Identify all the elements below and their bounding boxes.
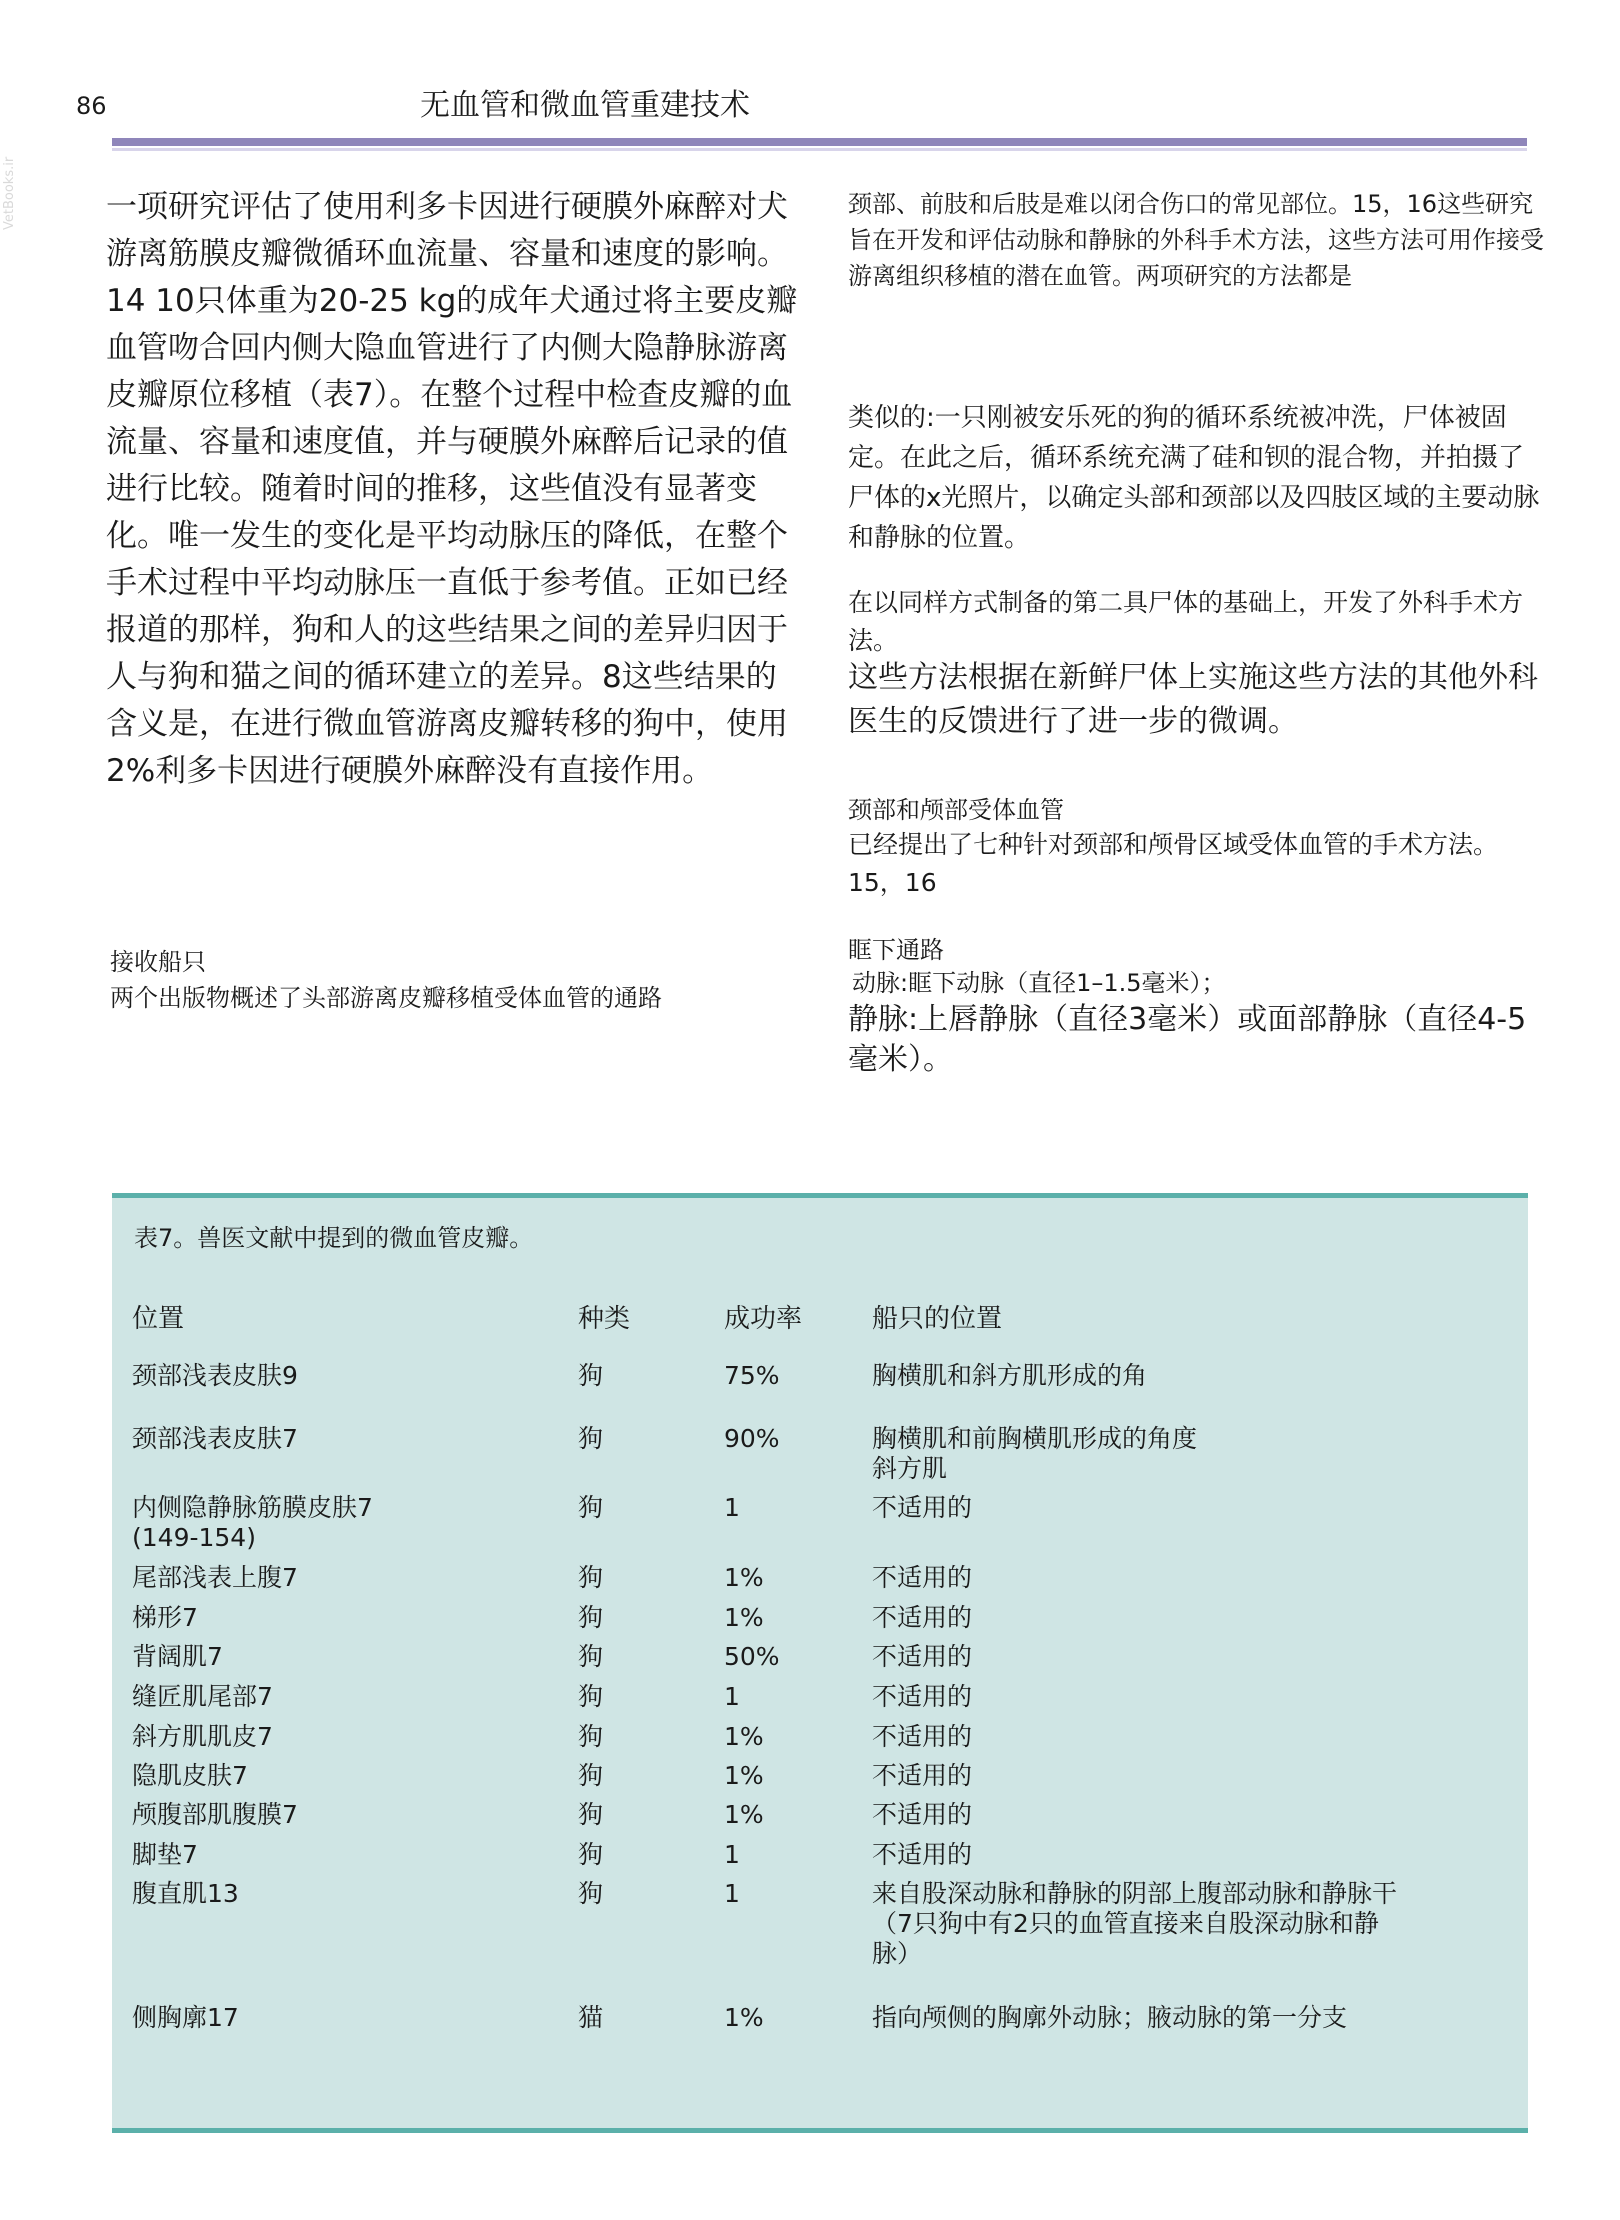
vessel-location-cell: 不适用的 (872, 1682, 973, 1711)
location-cell: 脚垫7 (132, 1840, 198, 1869)
species-cell: 狗 (578, 1603, 604, 1632)
location-cell: 缝匠肌尾部7 (132, 1682, 273, 1711)
species-cell: 猫 (578, 2003, 604, 2032)
table-header-vessel-location: 船只的位置 (872, 1304, 1003, 1334)
vessel-location-cell: 不适用的 (872, 1722, 973, 1751)
location-cell: 背阔肌7 (132, 1642, 223, 1671)
watermark: VetBooks.ir (2, 156, 17, 230)
vessel-location-cell: 不适用的 (872, 1840, 973, 1869)
section-heading-infraorbital: 眶下通路 (848, 936, 944, 964)
success-rate-cell: 75% (724, 1361, 780, 1390)
location-cell: 隐肌皮肤7 (132, 1761, 248, 1790)
table-caption: 表7。兽医文献中提到的微血管皮瓣。 (134, 1224, 534, 1252)
right-paragraph-5: 已经提出了七种针对颈部和颅骨区域受体血管的手术方法。15，16 (848, 830, 1499, 897)
vessel-location-cell: 不适用的 (872, 1493, 973, 1522)
species-cell: 狗 (578, 1493, 604, 1522)
location-cell: 腹直肌13 (132, 1879, 239, 1908)
left-receiving-vessels-section (110, 944, 810, 1016)
species-cell: 狗 (578, 1879, 604, 1908)
vessel-location-cell: 胸横肌和前胸横肌形成的角度 斜方肌 (872, 1424, 1198, 1483)
success-rate-cell: 1 (724, 1879, 740, 1908)
right-paragraph-2: 类似的:一只刚被安乐死的狗的循环系统被冲洗，尸体被固定。在此之后，循环系统充满了硅和钡的混合物，并拍摄了尸体的x光照片，以确定头部和颈部以及四肢区域的主要动脉和静脉的位置。 (848, 403, 1540, 553)
left-body-paragraph (106, 184, 806, 795)
location-cell: 侧胸廓17 (132, 2003, 239, 2032)
success-rate-cell: 50% (724, 1642, 780, 1671)
page-number: 86 (76, 92, 107, 120)
success-rate-cell: 1% (724, 2003, 764, 2032)
right-paragraph-1: 颈部、前肢和后肢是难以闭合伤口的常见部位。15，16这些研究旨在开发和评估动脉和静脉的外科手术方法，这些方法可用作接受游离组织移植的潜在血管。两项研究的方法都是 (848, 190, 1544, 290)
species-cell: 狗 (578, 1563, 604, 1592)
success-rate-cell: 90% (724, 1424, 780, 1453)
vein-line: 静脉:上唇静脉（直径3毫米）或面部静脉（直径4-5毫米）。 (848, 1002, 1527, 1077)
artery-line: 动脉:眶下动脉（直径1–1.5毫米）； (852, 969, 1226, 997)
success-rate-cell: 1 (724, 1840, 740, 1869)
species-cell: 狗 (578, 1800, 604, 1829)
success-rate-cell: 1% (724, 1722, 764, 1751)
vessel-location-cell: 指向颅侧的胸廓外动脉；腋动脉的第一分支 (872, 2003, 1348, 2032)
header-divider-light (112, 148, 1527, 151)
species-cell: 狗 (578, 1761, 604, 1790)
left-paragraph-text: 一项研究评估了使用利多卡因进行硬膜外麻醉对犬游离筋膜皮瓣微循环血流量、容量和速度的影响。14 10只体重为20-25 kg的成年犬通过将主要皮瓣血管吻合回内侧大隐血管进行了内侧大隐静脉游离皮瓣原位移植（表7）。在整个过程中检查皮瓣的血流量、容量和速度值，并与硬膜外麻醉后记录的值进行比较。随着时间的推移，这些值没有显著变化。唯一发生的变化是平均动脉压的降低，在整个手术过程中平均动脉压一直低于参考值。正如已经报道的那样，狗和人的这些结果之间的差异归因于人与狗和猫之间的循环建立的差异。8这些结果的含义是，在进行微血管游离皮瓣转移的狗中，使用2%利多卡因进行硬膜外麻醉没有直接作用。 (106, 189, 798, 789)
success-rate-cell: 1 (724, 1493, 740, 1522)
section-heading-neck-cranial: 颈部和颅部受体血管 (848, 796, 1064, 824)
running-header-title: 无血管和微血管重建技术 (420, 88, 750, 123)
header-divider (112, 138, 1527, 146)
success-rate-cell: 1% (724, 1563, 764, 1592)
section-heading-receiving-vessels: 接收船只 (110, 948, 206, 976)
species-cell: 狗 (578, 1682, 604, 1711)
right-paragraph-4: 这些方法根据在新鲜尸体上实施这些方法的其他外科医生的反馈进行了进一步的微调。 (848, 660, 1538, 739)
table-header-species: 种类 (578, 1304, 631, 1334)
table-header-success-rate: 成功率 (724, 1304, 803, 1334)
success-rate-cell: 1% (724, 1800, 764, 1829)
species-cell: 狗 (578, 1361, 604, 1390)
species-cell: 狗 (578, 1840, 604, 1869)
vessel-location-cell: 胸横肌和斜方肌形成的角 (872, 1361, 1148, 1390)
right-paragraph-3: 在以同样方式制备的第二具尸体的基础上，开发了外科手术方法。 (848, 588, 1524, 655)
location-cell: 颈部浅表皮肤9 (132, 1361, 298, 1390)
table-header-location: 位置 (132, 1304, 185, 1334)
species-cell: 狗 (578, 1424, 604, 1453)
success-rate-cell: 1% (724, 1761, 764, 1790)
vessel-location-cell: 不适用的 (872, 1800, 973, 1829)
vessel-location-cell: 不适用的 (872, 1642, 973, 1671)
vessel-location-cell: 不适用的 (872, 1603, 973, 1632)
vessel-location-cell: 来自股深动脉和静脉的阴部上腹部动脉和静脉干 （7只狗中有2只的血管直接来自股深动脉和静 脉） (872, 1879, 1398, 1968)
vessel-location-cell: 不适用的 (872, 1563, 973, 1592)
location-cell: 斜方肌肌皮7 (132, 1722, 273, 1751)
species-cell: 狗 (578, 1642, 604, 1671)
vessel-location-cell: 不适用的 (872, 1761, 973, 1790)
location-cell: 尾部浅表上腹7 (132, 1563, 298, 1592)
table-7 (112, 1193, 1528, 2133)
location-cell: 内侧隐静脉筋膜皮肤7 (149-154) (132, 1493, 373, 1552)
location-cell: 梯形7 (132, 1603, 198, 1632)
success-rate-cell: 1% (724, 1603, 764, 1632)
species-cell: 狗 (578, 1722, 604, 1751)
success-rate-cell: 1 (724, 1682, 740, 1711)
location-cell: 颅腹部肌腹膜7 (132, 1800, 298, 1829)
receiving-vessels-text: 两个出版物概述了头部游离皮瓣移植受体血管的通路 (110, 984, 662, 1012)
location-cell: 颈部浅表皮肤7 (132, 1424, 298, 1453)
